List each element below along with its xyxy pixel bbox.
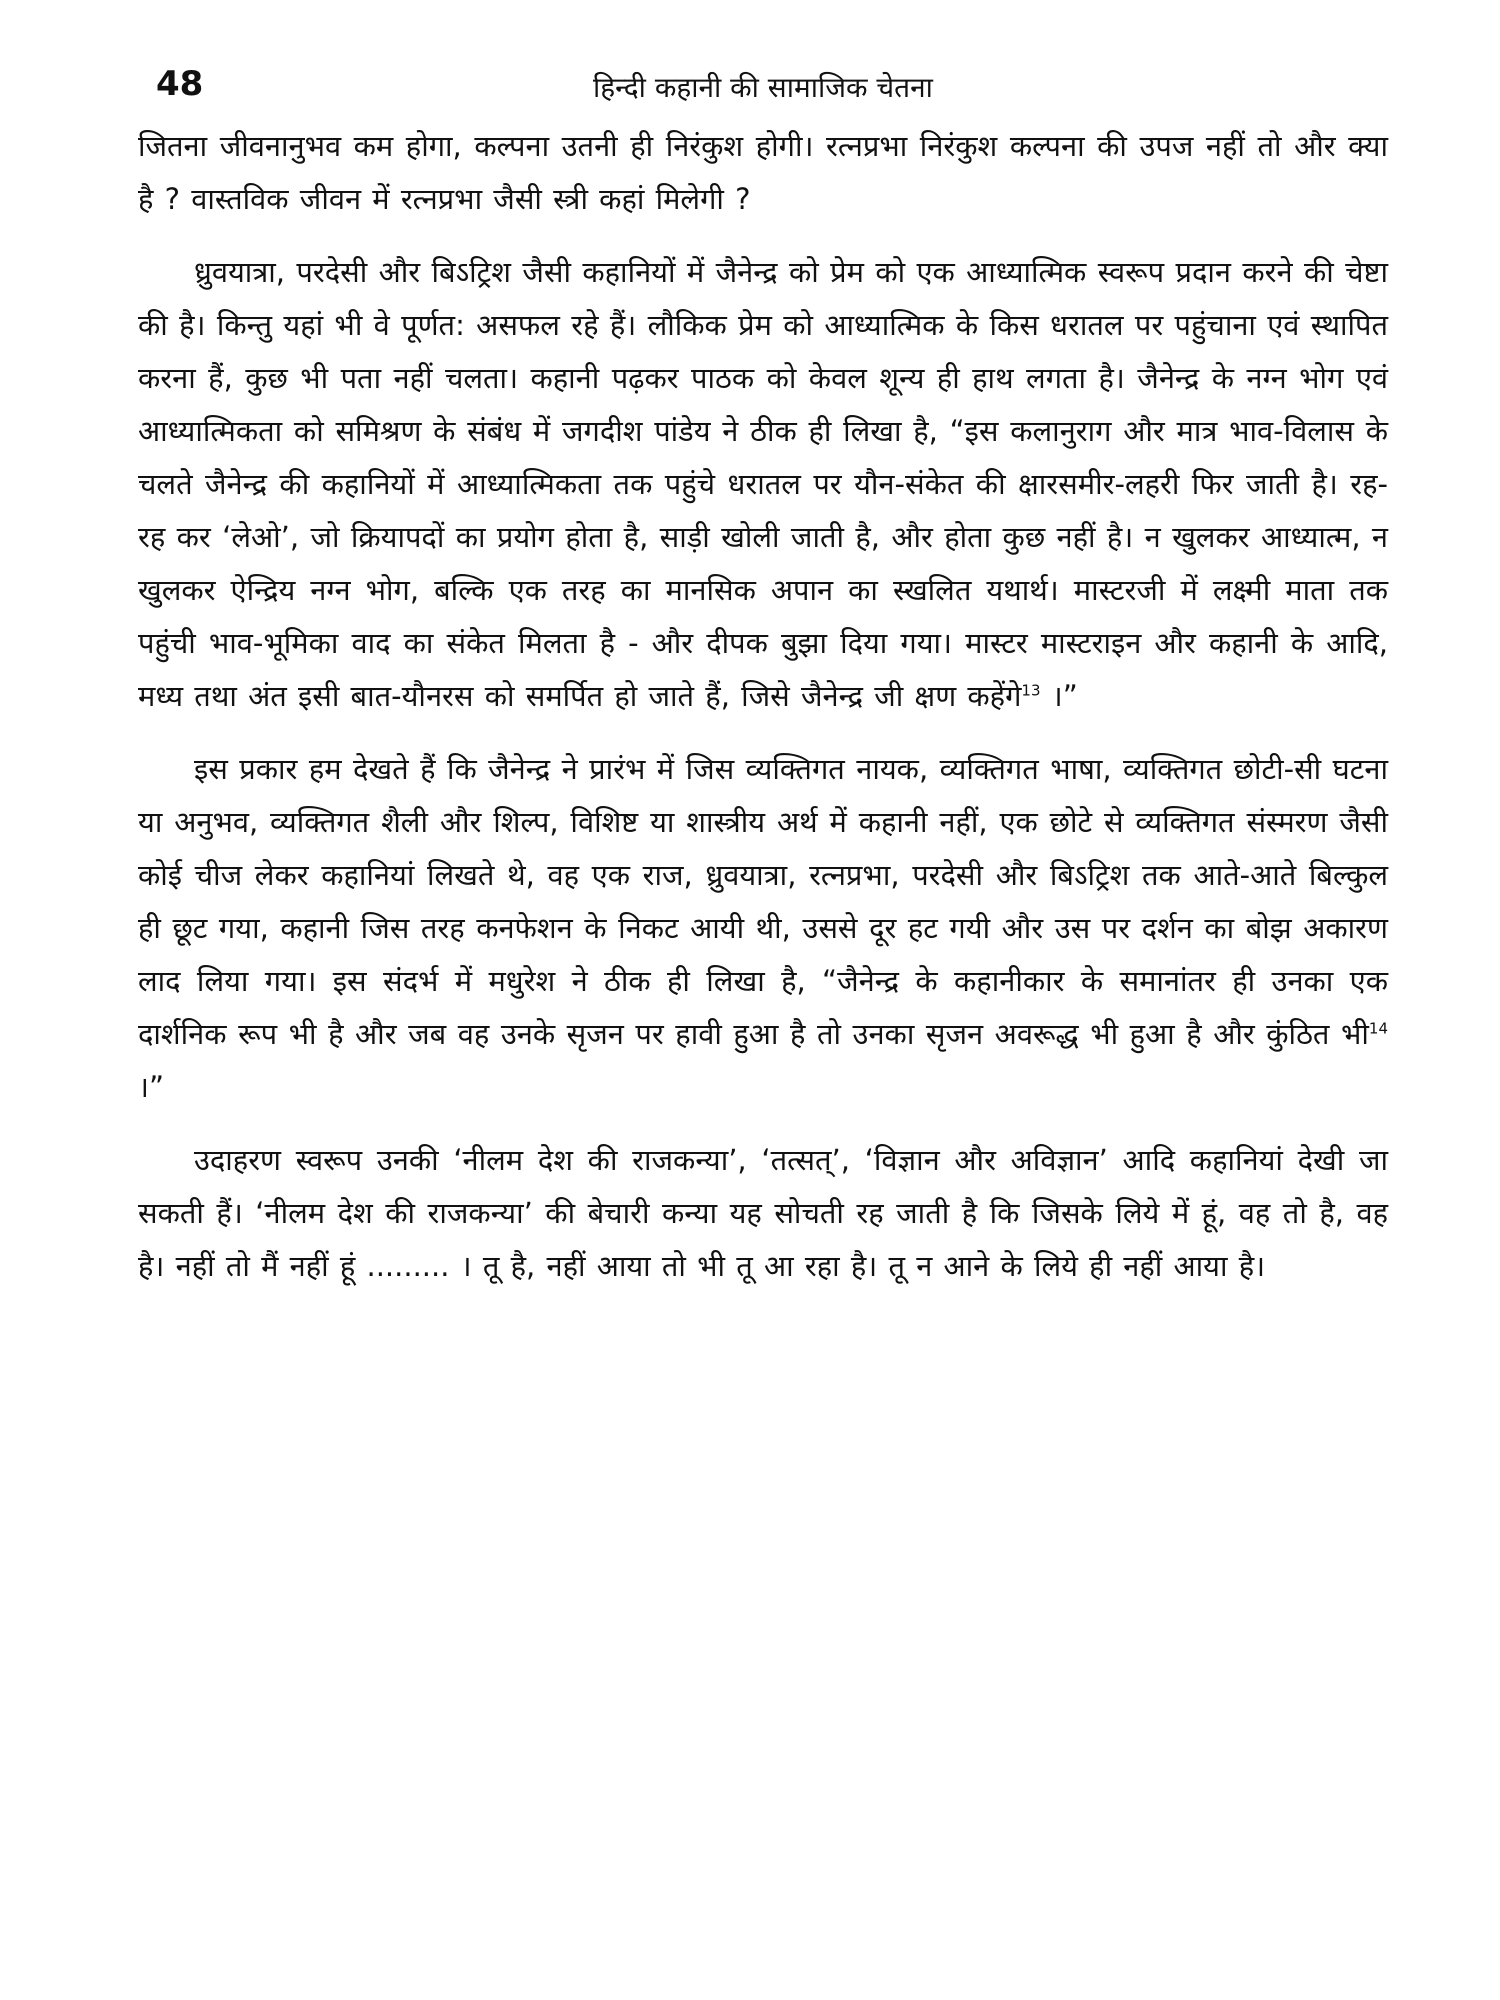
footnote-ref-13: 13	[1021, 681, 1041, 700]
paragraph-4-text: उदाहरण स्वरूप उनकी ‘नीलम देश की राजकन्या’, ‘तत्सत्’, ‘विज्ञान और अविज्ञान’ आदि कहानियां देखी जा सकती हैं। ‘नीलम देश की राजकन्या’ की बेचारी कन्या यह सोचती रह जाती है कि जिसके लिये में हूं, वह तो है, वह है। नहीं तो मैं नहीं हूं ......... । तू है, नहीं आया तो भी तू आ रहा है। तू न आने के लिये ही नहीं आया है।	[138, 1143, 1388, 1283]
book-page	[138, 50, 1388, 1293]
paragraph-4	[138, 1134, 1388, 1293]
page-header	[138, 50, 1388, 120]
paragraph-1	[138, 120, 1388, 226]
paragraph-3-text: इस प्रकार हम देखते हैं कि जैनेन्द्र ने प्रारंभ में जिस व्यक्तिगत नायक, व्यक्तिगत भाषा, व्यक्तिगत छोटी-सी घटना या अनुभव, व्यक्तिगत शैली और शिल्प, विशिष्ट या शास्त्रीय अर्थ में कहानी नहीं, एक छोटे से व्यक्तिगत संस्मरण जैसी कोई चीज लेकर कहानियां लिखते थे, वह एक राज, ध्रुवयात्रा, रत्नप्रभा, परदेसी और बिऽट्रिश तक आते-आते बिल्कुल ही छूट गया, कहानी जिस तरह कनफेशन के निकट आयी थी, उससे दूर हट गयी और उस पर दर्शन का बोझ अकारण लाद लिया गया। इस संदर्भ में मधुरेश ने ठीक ही लिखा है, “जैनेन्द्र के कहानीकार के समानांतर ही उनका एक दार्शनिक रूप भी है और जब वह उनके सृजन पर हावी हुआ है तो उनका सृजन अवरूद्ध भी हुआ है और कुंठित भी	[138, 752, 1388, 1051]
paragraph-2-text: ध्रुवयात्रा, परदेसी और बिऽट्रिश जैसी कहानियों में जैनेन्द्र को प्रेम को एक आध्यात्मिक स्वरूप प्रदान करने की चेष्टा की है। किन्तु यहां भी वे पूर्णत: असफल रहे हैं। लौकिक प्रेम को आध्यात्मिक के किस धरातल पर पहुंचाना एवं स्थापित करना हैं, कुछ भी पता नहीं चलता। कहानी पढ़कर पाठक को केवल शून्य ही हाथ लगता है। जैनेन्द्र के नग्न भोग एवं आध्यात्मिकता को समिश्रण के संबंध में जगदीश पांडेय ने ठीक ही लिखा है, “इस कलानुराग और मात्र भाव-विलास के चलते जैनेन्द्र की कहानियों में आध्यात्मिकता तक पहुंचे धरातल पर यौन-संकेत की क्षारसमीर-लहरी फिर जाती है। रह-रह कर ‘लेओ’, जो क्रियापदों का प्रयोग होता है, साड़ी खोली जाती है, और होता कुछ नहीं है। न खुलकर आध्यात्म, न खुलकर ऐन्द्रिय नग्न भोग, बल्कि एक तरह का मानसिक अपान का स्खलित यथार्थ। मास्टरजी में लक्ष्मी माता तक पहुंची भाव-भूमिका वाद का संकेत मिलता है - और दीपक बुझा दिया गया। मास्टर मास्टराइन और कहानी के आदि, मध्य तथा अंत इसी बात-यौनरस को समर्पित हो जाते हैं, जिसे जैनेन्द्र जी क्षण कहेंगे	[138, 255, 1388, 713]
running-title: हिन्दी कहानी की सामाजिक चेतना	[593, 71, 933, 104]
paragraph-3	[138, 743, 1388, 1114]
paragraph-2	[138, 246, 1388, 723]
paragraph-2-tail: ।”	[1040, 679, 1078, 713]
paragraph-3-tail: ।”	[138, 1070, 165, 1104]
paragraph-1-text: जितना जीवनानुभव कम होगा, कल्पना उतनी ही निरंकुश होगी। रत्नप्रभा निरंकुश कल्पना की उपज नहीं तो और क्या है ? वास्तविक जीवन में रत्नप्रभा जैसी स्त्री कहां मिलेगी ?	[138, 129, 1388, 216]
page-number: 48	[156, 64, 204, 104]
footnote-ref-14: 14	[1368, 1019, 1388, 1038]
